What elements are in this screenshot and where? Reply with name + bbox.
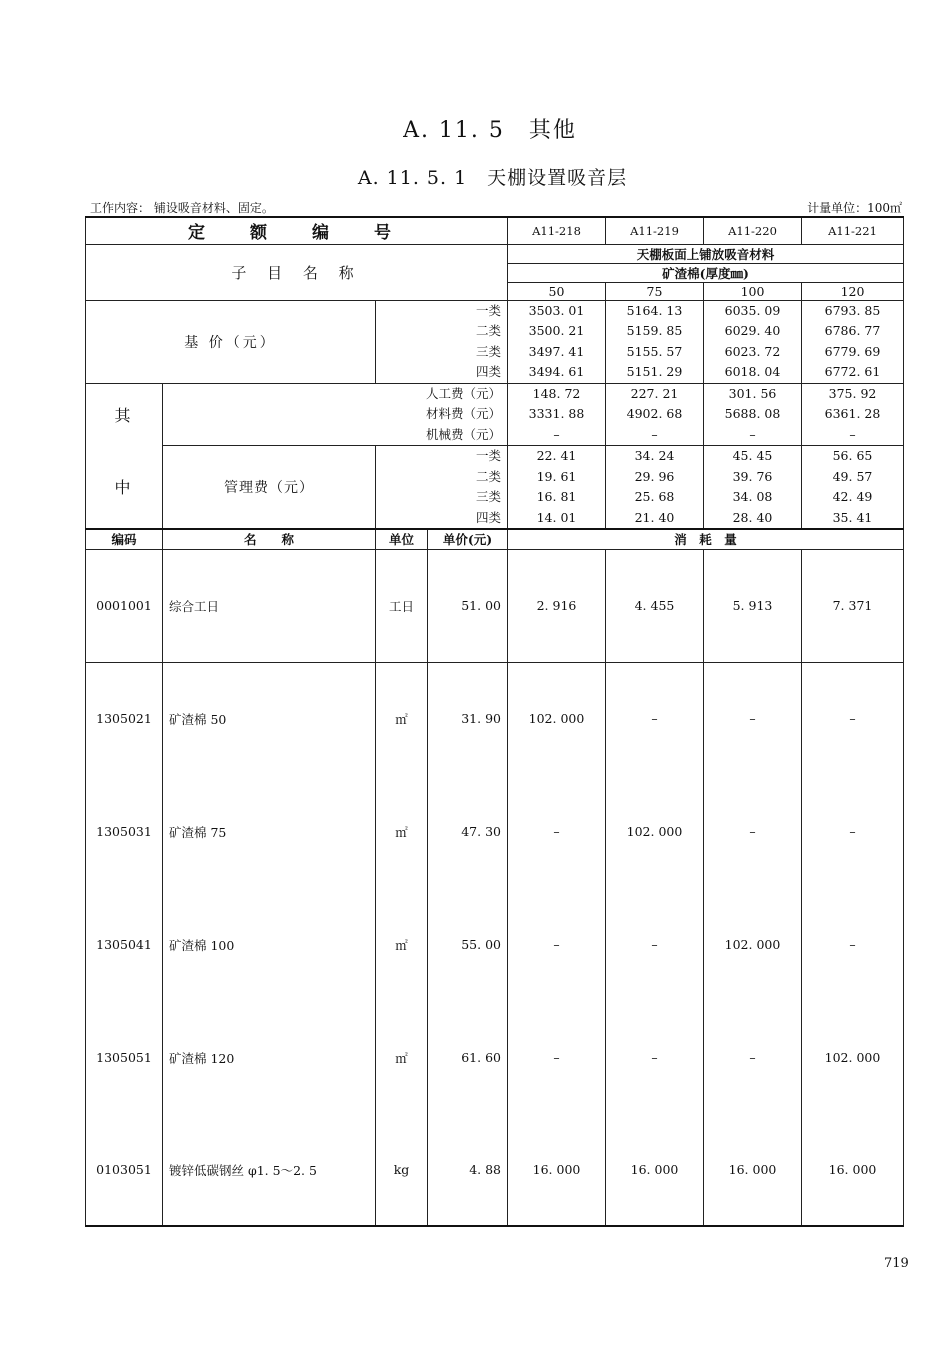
class-label: 一类 (475, 448, 501, 463)
cost-col (704, 383, 802, 446)
row-value: 7. 371 (802, 549, 904, 662)
class-label: 四类 (475, 364, 501, 379)
mgmt-value: 25. 68 (634, 489, 675, 504)
base-price-col (508, 300, 606, 383)
cost-name: 人工费（元） (425, 385, 501, 401)
mgmt-value: 29. 96 (634, 468, 675, 484)
quota-code: A11-218 (508, 217, 606, 244)
price-value: 3500. 21 (528, 323, 585, 338)
mgmt-value: 49. 57 (832, 468, 873, 484)
class-label: 三类 (475, 489, 501, 504)
cost-col (606, 383, 704, 446)
class-label: 三类 (475, 343, 501, 359)
price-value: 3497. 41 (528, 343, 585, 359)
row-value: 102. 000 (704, 888, 802, 1001)
row-value: 102. 000 (802, 1001, 904, 1114)
thickness: 75 (606, 282, 704, 300)
cost-value: 5688. 08 (724, 406, 781, 421)
col-name: 名 称 (163, 529, 376, 549)
base-price-col (704, 300, 802, 383)
price-value: 6035. 09 (724, 302, 781, 318)
class-label: 一类 (475, 302, 501, 318)
mgmt-value: 22. 41 (536, 448, 577, 463)
cost-value: 3331. 88 (528, 406, 585, 421)
among-label: 中 (86, 446, 163, 530)
cost-name: 材料费（元） (425, 406, 501, 421)
cost-value: 148. 72 (532, 385, 581, 401)
row-value: – (704, 775, 802, 888)
mgmt-value: 34. 24 (634, 448, 675, 463)
row-value: 16. 000 (802, 1114, 904, 1226)
thickness: 100 (704, 282, 802, 300)
sub-group-title: 矿渣棉(厚度㎜) (508, 263, 904, 282)
row-code: 1305051 (86, 1001, 163, 1114)
cost-value: – (849, 426, 856, 442)
row-unit: ㎡ (376, 775, 428, 888)
section-title: A. 11. 5 其他 (403, 118, 577, 143)
price-value: 6779. 69 (824, 343, 881, 359)
mgmt-value: 34. 08 (732, 489, 773, 504)
mgmt-value: 56. 65 (832, 448, 873, 463)
row-value: 102. 000 (508, 662, 606, 775)
price-value: 5155. 57 (626, 343, 683, 359)
mgmt-col (606, 446, 704, 530)
base-price-label: 基 价（元） (86, 300, 376, 383)
row-unit: ㎡ (376, 888, 428, 1001)
row-price: 31. 90 (428, 662, 508, 775)
mgmt-col (802, 446, 904, 530)
mgmt-value: 16. 81 (536, 489, 577, 504)
price-value: 5164. 13 (626, 302, 683, 318)
page-number: 719 (884, 1256, 909, 1271)
row-value: 16. 000 (606, 1114, 704, 1226)
quota-code: A11-219 (606, 217, 704, 244)
cost-value: 301. 56 (728, 385, 777, 401)
cost-value: 375. 92 (828, 385, 877, 401)
col-unit: 单位 (376, 529, 428, 549)
row-unit: ㎡ (376, 1001, 428, 1114)
quota-code: A11-220 (704, 217, 802, 244)
quota-code-label: 定 额 编 号 (86, 217, 508, 244)
cost-value: 6361. 28 (824, 406, 881, 421)
row-value: – (802, 888, 904, 1001)
row-unit: ㎡ (376, 662, 428, 775)
row-value: 16. 000 (508, 1114, 606, 1226)
row-name: 矿渣棉 100 (163, 888, 376, 1001)
row-value: – (606, 888, 704, 1001)
row-value: – (508, 1001, 606, 1114)
thickness: 50 (508, 282, 606, 300)
row-value: 16. 000 (704, 1114, 802, 1226)
price-value: 6786. 77 (824, 323, 881, 338)
quota-code: A11-221 (802, 217, 904, 244)
row-value: – (802, 775, 904, 888)
class-label: 四类 (475, 509, 501, 525)
measure-unit: 计量单位：100㎡ (807, 201, 902, 215)
row-price: 4. 88 (428, 1114, 508, 1226)
mgmt-value: 19. 61 (536, 468, 577, 484)
thickness: 120 (802, 282, 904, 300)
row-price: 47. 30 (428, 775, 508, 888)
class-label: 二类 (475, 468, 501, 484)
cost-value: 227. 21 (630, 385, 679, 401)
price-value: 5151. 29 (626, 364, 683, 379)
base-price-col (606, 300, 704, 383)
row-name: 镀锌低碳钢丝 φ1. 5～2. 5 (163, 1114, 376, 1226)
mgmt-col (704, 446, 802, 530)
row-value: 102. 000 (606, 775, 704, 888)
cost-col (508, 383, 606, 446)
price-value: 6772. 61 (824, 364, 881, 379)
among-label: 其 (86, 383, 163, 446)
row-code: 1305021 (86, 662, 163, 775)
row-name: 矿渣棉 50 (163, 662, 376, 775)
group-title: 天棚板面上铺放吸音材料 (508, 244, 904, 263)
mgmt-value: 39. 76 (732, 468, 773, 484)
price-value: 6029. 40 (724, 323, 781, 338)
cost-value: – (553, 426, 560, 442)
cost-value: – (651, 426, 658, 442)
row-value: – (606, 662, 704, 775)
row-name: 矿渣棉 120 (163, 1001, 376, 1114)
col-consumption: 消 耗 量 (508, 529, 904, 549)
row-value: – (704, 1001, 802, 1114)
cost-col (802, 383, 904, 446)
work-content: 工作内容： 铺设吸音材料、固定。 (90, 201, 274, 215)
row-value: 5. 913 (704, 549, 802, 662)
mgmt-fee-label: 管理费（元） (163, 446, 376, 530)
row-code: 1305031 (86, 775, 163, 888)
price-value: 3503. 01 (528, 302, 585, 318)
row-name: 矿渣棉 75 (163, 775, 376, 888)
row-unit: 工日 (376, 549, 428, 662)
price-value: 5159. 85 (626, 323, 683, 338)
mgmt-classes (376, 446, 508, 530)
row-code: 1305041 (86, 888, 163, 1001)
base-price-col (802, 300, 904, 383)
row-price: 55. 00 (428, 888, 508, 1001)
mgmt-value: 21. 40 (634, 509, 675, 525)
quota-table (85, 216, 904, 1227)
col-code: 编码 (86, 529, 163, 549)
row-value: – (508, 888, 606, 1001)
mgmt-value: 42. 49 (832, 489, 873, 504)
mgmt-col (508, 446, 606, 530)
row-value: 2. 916 (508, 549, 606, 662)
row-code: 0103051 (86, 1114, 163, 1226)
row-price: 51. 00 (428, 549, 508, 662)
row-price: 61. 60 (428, 1001, 508, 1114)
subsection-title: A. 11. 5. 1 天棚设置吸音层 (357, 167, 628, 189)
price-value: 6793. 85 (824, 302, 881, 318)
row-code: 0001001 (86, 549, 163, 662)
row-unit: kg (376, 1114, 428, 1226)
row-value: – (802, 662, 904, 775)
cost-value: – (749, 426, 756, 442)
row-value: – (606, 1001, 704, 1114)
row-value: – (508, 775, 606, 888)
mgmt-value: 14. 01 (536, 509, 577, 525)
row-name: 综合工日 (163, 549, 376, 662)
price-value: 6018. 04 (724, 364, 781, 379)
price-value: 6023. 72 (724, 343, 781, 359)
class-label: 二类 (475, 323, 501, 338)
cost-name: 机械费（元） (425, 426, 501, 442)
item-name-label: 子 目 名 称 (86, 244, 508, 300)
price-value: 3494. 61 (528, 364, 585, 379)
row-value: – (704, 662, 802, 775)
mgmt-value: 35. 41 (832, 509, 873, 525)
row-value: 4. 455 (606, 549, 704, 662)
cost-names (163, 383, 508, 446)
mgmt-value: 45. 45 (732, 448, 773, 463)
mgmt-value: 28. 40 (732, 509, 773, 525)
cost-value: 4902. 68 (626, 406, 683, 421)
base-price-classes (376, 300, 508, 383)
col-price: 单价(元) (428, 529, 508, 549)
